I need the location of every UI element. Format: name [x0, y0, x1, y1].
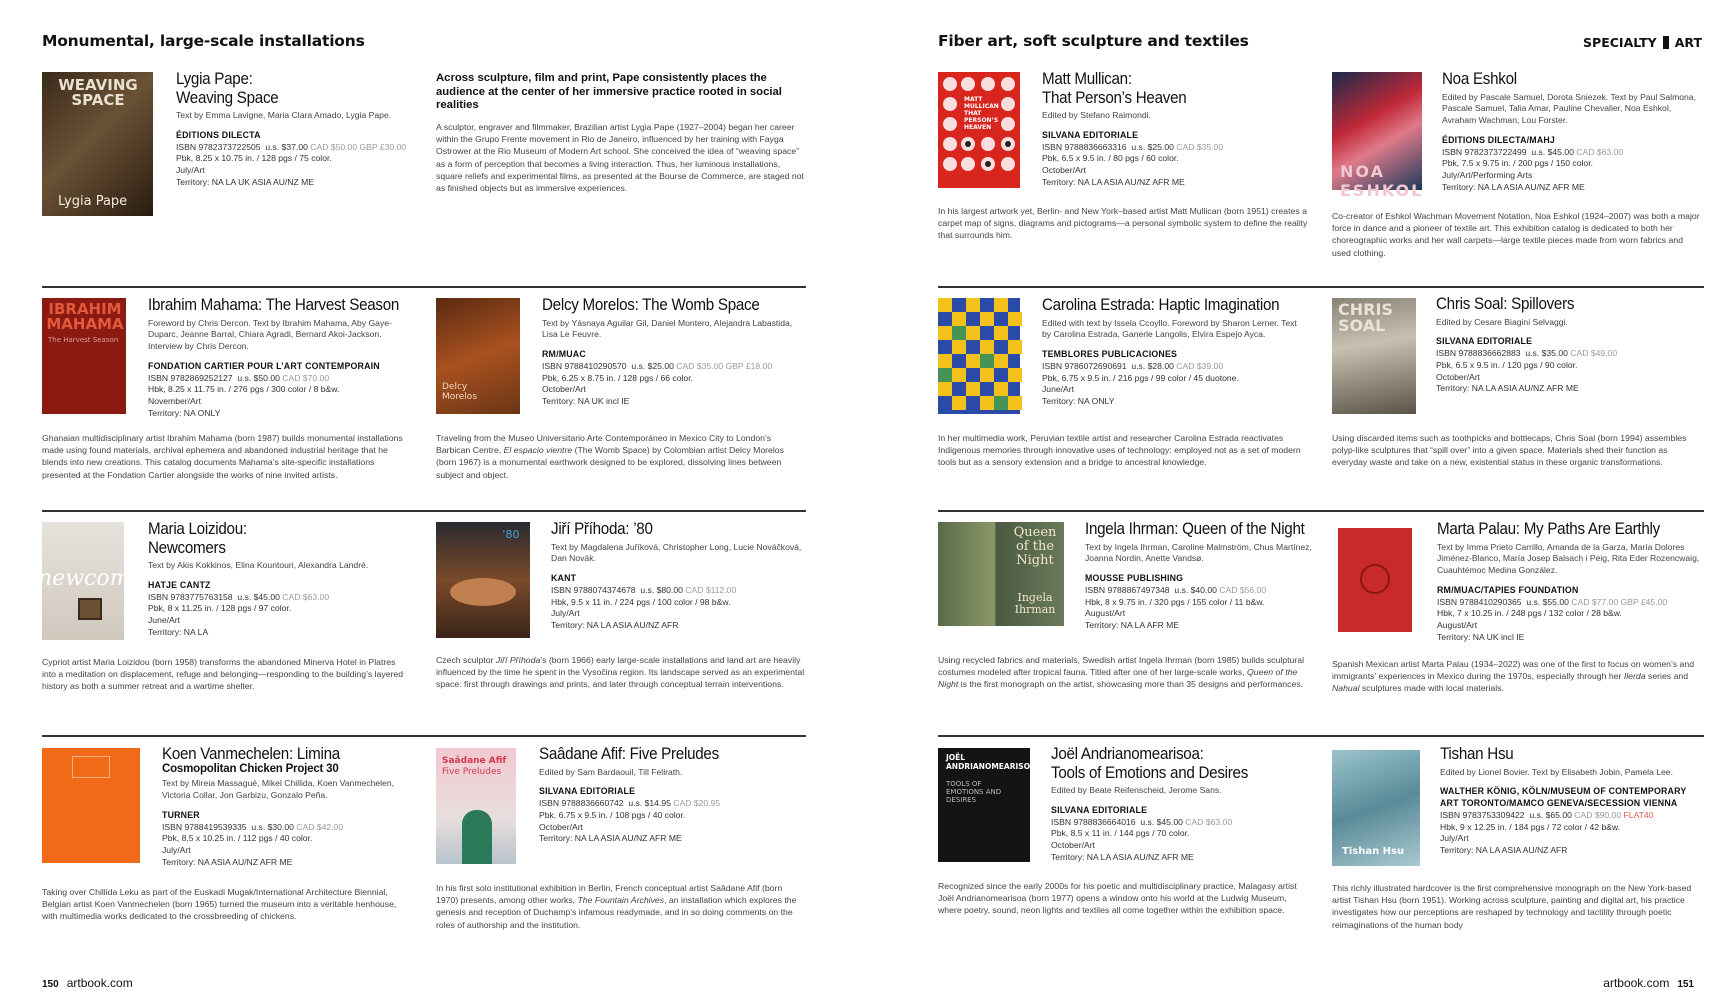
publisher: SILVANA EDITORIALE [539, 786, 636, 797]
contributors: Text by Emma Lavigne, Maria Clara Amado, Lygia Pape. [176, 110, 392, 120]
cover-title: WEAVING SPACE [58, 76, 138, 109]
book-cover-hsu[interactable] [1332, 750, 1420, 866]
book-title: Carolina Estrada: Haptic Imagination [1042, 296, 1280, 314]
book-description-mahama: Ghanaian multidisciplinary artist Ibrahim Mahama (born 1987) builds monumental installations made using found materials, archival ephemera and abandoned industrial heritage that he blends into new creations. This catalog documents Mahama’s site-specific installations presented at the Fondation Cartier alongside the works of nine invited artists. [42, 433, 403, 480]
divider [42, 510, 806, 512]
contributors: Edited by Stefano Raimondi. [1042, 110, 1151, 120]
book-description-ihrman: Using recycled fabrics and materials, Swedish artist Ingela Ihrman (born 1985) builds sculptural costumes modeled after tropical fauna. Titled after one of her large-scale works, Queen of the Night is the first monograph on the artist, showcasing more than 35 designs and performances. [938, 655, 1305, 690]
price: u.s. $50.00 [237, 372, 280, 383]
isbn: ISBN 9788867497348 [1085, 584, 1170, 595]
book-description-soal: Using discarded items such as toothpicks and bottlecaps, Chris Soal (born 1994) assembles polyp-like sculptures that “spill over” into a given space. Materials shed their function as everyday waste and take on a new, existential status in these organic transformations. [1332, 433, 1687, 468]
cover-title: Queen of the Night [1013, 525, 1057, 568]
price-other: CAD $63.00 [1185, 816, 1233, 827]
book-cover-andrianomearisoa[interactable] [938, 748, 1036, 862]
contributors: Edited by Cesare Biagini Selvaggi. [1436, 316, 1568, 327]
cover-window-image [78, 598, 102, 620]
book-info-soal [1436, 295, 1696, 395]
book-description-andrianomearisoa: Recognized since the early 2000s for his poetic and multidisciplinary practice, Malagasy artist Joël Andrianomearisoa (born 1977) opens a window onto his world at the Ludwig Museum, where poetry, sound, neon lights and textiles all come together within the exhibition space. [938, 881, 1297, 916]
release-date: October/Art [1042, 165, 1086, 176]
site-link[interactable]: artbook.com [1603, 976, 1670, 990]
release-date: June/Art [148, 615, 181, 626]
territory: Territory: NA LA ASIA AU/NZ AFR [1440, 845, 1568, 856]
book-info-estrada [1042, 296, 1302, 408]
book-title: Delcy Morelos: The Womb Space [542, 296, 760, 314]
isbn: ISBN 9788410290365 [1437, 596, 1522, 607]
specs: Hbk, 8 x 9.75 in. / 320 pgs / 155 color / 11 b&w. [1085, 596, 1265, 607]
price: u.s. $37.00 [265, 141, 308, 152]
book-cover-estrada[interactable] [938, 298, 1020, 414]
category-tag [1583, 35, 1702, 50]
book-cover-morelos[interactable] [436, 298, 520, 414]
divider [42, 735, 806, 737]
divider [938, 735, 1704, 737]
specs: Hbk, 7 x 10.25 in. / 248 pgs / 132 color / 28 b&w. [1437, 608, 1622, 619]
specs: Pbk, 6.25 x 8.75 in. / 128 pgs / 66 color. [542, 372, 693, 383]
cover-subtitle: Five Preludes [442, 767, 502, 777]
release-date: October/Art [1051, 840, 1095, 851]
specs: Pbk, 8.5 x 11 in. / 144 pgs / 70 color. [1051, 828, 1190, 839]
release-date: July/Art [1440, 833, 1469, 844]
price: u.s. $55.00 [1526, 596, 1569, 607]
publisher: SILVANA EDITORIALE [1042, 129, 1139, 140]
publisher: ÉDITIONS DILECTA/MAHJ [1442, 134, 1556, 145]
book-cover-afif[interactable] [436, 748, 516, 864]
flat-discount-badge: FLAT40 [1623, 809, 1654, 820]
subcategory-label: ART [1674, 35, 1702, 50]
territory: Territory: NA ONLY [148, 408, 221, 419]
book-title-line2: That Person’s Heaven [1042, 88, 1187, 107]
book-title: Tishan Hsu [1440, 745, 1514, 763]
territory: Territory: NA UK incl IE [1437, 632, 1525, 643]
isbn: ISBN 9786072690691 [1042, 360, 1127, 371]
release-date: July/Art [551, 608, 580, 619]
cover-author: Lygia Pape [58, 194, 128, 209]
price-other: CAD $112.00 [685, 584, 737, 595]
pull-quote: Across sculpture, film and print, Pape consistently places the audience at the center of her immersive practice rooted in social realities [436, 72, 782, 112]
contributors: Edited by Lionel Bovier. Text by Elisabeth Jobin, Pamela Lee. [1440, 766, 1673, 777]
section-title: Monumental, large-scale installations [42, 32, 365, 50]
book-title: Noa Eshkol [1442, 70, 1517, 88]
price-other: CAD $63.00 [1576, 146, 1624, 157]
cover-sculpture-image [450, 578, 516, 606]
cover-textile-pattern [938, 298, 1020, 414]
territory: Territory: NA LA AFR ME [1085, 620, 1180, 631]
isbn: ISBN 9788836662883 [1436, 348, 1521, 359]
cover-subtitle: TOOLS OF EMOTIONS AND DESIRES [946, 780, 1002, 804]
price: u.s. $45.00 [1140, 816, 1183, 827]
price-other: CAD $42.00 [296, 821, 344, 832]
book-info-ihrman [1085, 520, 1325, 632]
page-number: 150 [42, 979, 59, 990]
price: u.s. $45.00 [237, 591, 280, 602]
release-date: July/Art/Performing Arts [1442, 170, 1533, 181]
right-page [864, 0, 1728, 1008]
book-info-loizidou [148, 520, 410, 639]
isbn: ISBN 9782869252127 [148, 372, 233, 383]
price-other: CAD $35.00 GBP £18.00 [676, 360, 773, 371]
book-cover-mahama[interactable] [42, 298, 126, 414]
release-date: October/Art [539, 821, 583, 832]
divider [42, 286, 806, 288]
contributors: Text by Akis Kokkinos, Elina Kountouri, Alexandra Landré. [148, 560, 369, 570]
category-label: SPECIALTY [1583, 35, 1657, 50]
isbn: ISBN 9788836663316 [1042, 141, 1127, 152]
price-other: CAD $63.00 [282, 591, 330, 602]
publisher: TEMBLORES PUBLICACIONES [1042, 349, 1178, 360]
cover-title: Saâdane Afif [442, 756, 507, 766]
book-info-vanmechelen [162, 745, 412, 869]
contributors: Edited by Pascale Samuel, Dorota Sniezek. Text by Paul Salmona, Pascale Samuel, Talia Amar, Pauline Chevalier, Noa Eshkol, Avraham Wachman, Lou Forster. [1442, 91, 1696, 126]
release-date: July/Art [176, 165, 205, 176]
specs: Hbk, 9 x 12.25 in. / 184 pgs / 72 color / 42 b&w. [1440, 821, 1621, 832]
territory: Territory: NA LA ASIA AU/NZ AFR [551, 620, 679, 631]
section-title: Fiber art, soft sculpture and textiles [938, 32, 1249, 50]
contributors: Edited by Sam Bardaouil, Till Fellrath. [539, 766, 683, 777]
specs: Pbk, 8.5 x 10.25 in. / 112 pgs / 40 color. [162, 833, 313, 844]
publisher: ÉDITIONS DILECTA [176, 129, 261, 140]
specs: Hbk, 9.5 x 11 in. / 224 pgs / 100 color / 98 b&w. [551, 596, 731, 607]
specs: Pbk, 8.25 x 10.75 in. / 128 pgs / 75 color. [176, 153, 332, 164]
cover-title: IBRAHIM MAHAMA [46, 300, 124, 333]
contributors: Foreword by Chris Dercon. Text by Ibrahim Mahama, Aby Gaye-Duparc, Jeanne Barral, Chiara Agradi, Bernard Akoi-Jackson. Interview by Chris Dercon. [148, 317, 392, 352]
contributors: Text by Imma Prieto Carrillo, Amanda de la Garza, María Dolores Jiménez-Blanco, María Josep Balsach i Peig, Rita Eder Rozencwaig, Cuauhtémoc Medina González. [1437, 541, 1700, 576]
divider [938, 510, 1704, 512]
book-title: Lygia Pape: [176, 70, 253, 88]
specs: Pbk, 6.75 x 9.5 in. / 108 pgs / 40 color. [539, 809, 686, 820]
territory: Territory: NA LA ASIA AU/NZ AFR ME [539, 833, 682, 844]
book-info-andrianomearisoa [1051, 745, 1306, 864]
publisher: HATJE CANTZ [148, 579, 211, 590]
price-other: CAD $20.95 [673, 798, 721, 809]
page-number: 151 [1677, 979, 1694, 990]
book-title: Jiří Příhoda: ’80 [551, 520, 653, 538]
release-date: November/Art [148, 396, 202, 407]
territory: Territory: NA LA ASIA AU/NZ AFR ME [1436, 383, 1579, 394]
isbn: ISBN 9782373722499 [1442, 146, 1527, 157]
contributors: Text by Mireia Massagué, Mikel Chillida, Koen Vanmechelen, Victoria Collar, Jon Garbizu, Gonzalo Peña. [162, 778, 394, 801]
book-description-hsu: This richly illustrated hardcover is the first comprehensive monograph on the New York-based artist Tishan Hsu (born 1951). Working across sculpture, painting and digital art, his practice investigates how our perceptions are reshaped by technology and tactility through poetic reimaginations of the human body [1332, 883, 1692, 930]
isbn: ISBN 9788419539335 [162, 821, 247, 832]
territory: Territory: NA ASIA AU/NZ AFR ME [162, 857, 293, 868]
price: u.s. $35.00 [1525, 348, 1568, 359]
book-description-prihoda: Czech sculptor Jiří Příhoda’s (born 1966) early large-scale installations and land art are heavily influenced by the time he spent in the Vysočina region. Its landscape served as an experimental space: first through drawings and prints, and later through conceptual terrain interventions. [436, 655, 805, 690]
cover-title: Tishan Hsu [1342, 846, 1405, 857]
publisher: TURNER [162, 809, 200, 820]
book-description-palau: Spanish Mexican artist Marta Palau (1934–2022) was one of the first to focus on women’s and immigrants’ experiences in Mexico during the 1970s, especially through her Ilerda series and Nahual sculptures made with local materials. [1332, 659, 1695, 694]
specs: Pbk, 6.5 x 9.5 in. / 120 pgs / 90 color. [1436, 359, 1578, 370]
isbn: ISBN 9788836664016 [1051, 816, 1136, 827]
book-info-pape [176, 70, 406, 189]
cover-title: NOA ESHKOL [1340, 162, 1424, 200]
book-title: Ingela Ihrman: Queen of the Night [1085, 520, 1305, 538]
cover-title: ’80 [502, 528, 520, 541]
publisher: FONDATION CARTIER POUR L’ART CONTEMPORAIN [148, 360, 380, 371]
price-other: CAD $77.00 GBP £45.00 [1571, 596, 1668, 607]
book-description-vanmechelen: Taking over Chillida Leku as part of the Euskadi Mugak/International Architecture Biennial, Belgian artist Koen Vanmechelen (born 1965) turned the museum into a veritable henhouse, with multimedia works dedicated to the crossbreeding of chickens. [42, 887, 397, 922]
book-cover-vanmechelen[interactable] [42, 748, 140, 863]
isbn: ISBN 9788074374678 [551, 584, 636, 595]
book-description-estrada: In her multimedia work, Peruvian textile artist and researcher Carolina Estrada reactivates Indigenous memories through innovative uses of technology: employed not as a set of modern tools but as a sensory extension and a bridge to ancestral knowledge. [938, 433, 1301, 468]
book-cover-eshkol[interactable] [1332, 72, 1424, 200]
territory: Territory: NA LA [148, 626, 209, 637]
book-subtitle: Cosmopolitan Chicken Project 30 [162, 762, 339, 775]
book-description-mullican: In his largest artwork yet, Berlin- and New York–based artist Matt Mullican (born 1951) creates a carpet map of signs, diagrams and pictograms—a personal symbolic system to define the reality that surrounds him. [938, 206, 1308, 241]
release-date: October/Art [1436, 371, 1480, 382]
price: u.s. $28.00 [1131, 360, 1174, 371]
cover-title: MATT MULLICAN THAT PERSON’S HEAVEN [964, 96, 999, 131]
book-title-line2: Newcomers [148, 538, 226, 557]
territory: Territory: NA LA ASIA AU/NZ AFR ME [1442, 182, 1585, 193]
price-other: CAD $50.00 GBP £30.00 [310, 141, 407, 152]
price-other: CAD $70.00 [282, 372, 330, 383]
book-cover-soal[interactable] [1332, 298, 1416, 414]
cover-subtitle: The Harvest Season [48, 336, 119, 344]
contributors: Text by Magdalena Juříková, Christopher Long, Lucie Nováčková, Dan Novák. [551, 541, 802, 564]
price-other: CAD $39.00 [1176, 360, 1224, 371]
isbn: ISBN 9782373722505 [176, 141, 261, 152]
release-date: August/Art [1437, 620, 1478, 631]
book-title: Matt Mullican: [1042, 70, 1132, 88]
price: u.s. $14.95 [628, 798, 671, 809]
territory: Territory: NA LA UK ASIA AU/NZ ME [176, 176, 315, 187]
isbn: ISBN 9788410290570 [542, 360, 627, 371]
specs: Pbk, 7.5 x 9.75 in. / 200 pgs / 150 color. [1442, 158, 1593, 169]
divider [938, 286, 1704, 288]
book-title-line2: Weaving Space [176, 88, 279, 107]
publisher: SILVANA EDITORIALE [1051, 804, 1148, 815]
isbn: ISBN 9783753309422 [1440, 809, 1525, 820]
contributors: Text by Yásnaya Aguilar Gil, Daniel Montero, Alejandra Labastida, Lisa Le Feuvre. [542, 317, 793, 340]
specs: Pbk, 8 x 11.25 in. / 128 pgs / 97 color. [148, 603, 292, 614]
cover-title: Delcy Morelos [442, 382, 478, 402]
price: u.s. $25.00 [631, 360, 674, 371]
book-title: Ibrahim Mahama: The Harvest Season [148, 296, 400, 314]
contributors: Text by Ingela Ihrman, Caroline Malmström, Chus Martínez, Joanna Nordin, Anette Vandsø. [1085, 541, 1312, 564]
book-cover-pape[interactable] [42, 72, 153, 216]
book-cover-ihrman[interactable] [938, 522, 1064, 626]
isbn: ISBN 9783775763158 [148, 591, 233, 602]
price: u.s. $40.00 [1174, 584, 1217, 595]
book-info-morelos [542, 296, 806, 408]
book-description-morelos: Traveling from the Museo Universitario Arte Contemporáneo in Mexico City to London’s Barbican Centre, El espacio vientre (The Womb Space) by Colombian artist Delcy Morelos (born 1967) is a monumental earthwork designed to be explored, dissolving lines between subject and object. [436, 433, 784, 480]
territory: Territory: NA LA ASIA AU/NZ AFR ME [1051, 851, 1194, 862]
cover-title: JOËL ANDRIANOMEARISOA [946, 753, 1036, 771]
specs: Pbk, 6.5 x 9.5 in. / 80 pgs / 60 color. [1042, 153, 1179, 164]
price-other: CAD $56.00 [1219, 584, 1267, 595]
publisher: KANT [551, 573, 577, 584]
specs: Pbk, 6.75 x 9.5 in. / 216 pgs / 99 color / 45 duotone. [1042, 372, 1239, 383]
publisher: RM/MUAC/TAPIES FOUNDATION [1437, 584, 1579, 595]
book-title: Koen Vanmechelen: Limina [162, 745, 340, 763]
book-info-eshkol [1442, 70, 1704, 194]
contributors: Edited by Beate Reifenscheid, Jerome Sans. [1051, 785, 1222, 795]
book-title: Maria Loizidou: [148, 520, 247, 538]
territory: Territory: NA LA ASIA AU/NZ AFR ME [1042, 176, 1185, 187]
price-other: CAD $49.00 [1570, 348, 1618, 359]
publisher: MOUSSE PUBLISHING [1085, 573, 1184, 584]
book-cover-palau[interactable] [1338, 528, 1412, 632]
book-info-palau [1437, 520, 1704, 644]
book-info-mullican [1042, 70, 1272, 189]
book-description-pape: A sculptor, engraver and filmmaker, Brazilian artist Lygia Pape (1927–2004) began her career within the Grupo Frente movement in Rio de Janeiro, influenced by her training with Fayga Ostrower at the Rio Museum of Modern Art school. She conceived the idea of “weaving space” as a form of perception that becomes a living interaction. Thus, her luminous installations, square reliefs and experimental films, as presented at the Bourse de Commerce, are staged not as finished objects but as immersive experiences. [436, 122, 804, 194]
page-footer [1603, 976, 1702, 990]
site-link[interactable]: artbook.com [66, 976, 133, 990]
price: u.s. $65.00 [1529, 809, 1572, 820]
book-cover-prihoda[interactable] [436, 522, 530, 638]
book-cover-mullican[interactable] [938, 72, 1020, 188]
book-title-line2: Tools of Emotions and Desires [1051, 763, 1249, 782]
cover-figure-image [462, 810, 492, 864]
isbn: ISBN 9788836660742 [539, 798, 624, 809]
release-date: June/Art [1042, 384, 1075, 395]
cover-emblem [1360, 564, 1390, 594]
book-title: Joël Andrianomearisoa: [1051, 745, 1204, 763]
release-date: August/Art [1085, 608, 1126, 619]
publisher: WALTHER KÖNIG, KÖLN/MUSEUM OF CONTEMPORARY ART TORONTO/MAMCO GENEVA/SECESSION VIENNA [1440, 786, 1687, 809]
book-info-mahama [148, 296, 410, 420]
territory: Territory: NA ONLY [1042, 396, 1115, 407]
price: u.s. $45.00 [1531, 146, 1574, 157]
book-description-eshkol: Co-creator of Eshkol Wachman Movement Notation, Noa Eshkol (1924–2007) was both a major force in dance and a pioneer of textile art. This exhibition catalog is dedicated to both her choreographic works and her wall carpets—large textile pieces made from worn fabrics and used clothing. [1332, 211, 1700, 258]
price: u.s. $30.00 [251, 821, 294, 832]
price: u.s. $25.00 [1131, 141, 1174, 152]
book-title: Chris Soal: Spillovers [1436, 295, 1575, 313]
price: u.s. $80.00 [640, 584, 683, 595]
book-title: Marta Palau: My Paths Are Earthly [1437, 520, 1660, 538]
cover-label-box [72, 756, 110, 778]
specs: Hbk, 8.25 x 11.75 in. / 276 pgs / 300 color / 8 b&w. [148, 384, 340, 395]
separator-bar [1663, 36, 1669, 49]
cover-title: newcomers [38, 566, 166, 591]
book-info-hsu [1440, 745, 1704, 857]
publisher: SILVANA EDITORIALE [1436, 336, 1533, 347]
release-date: October/Art [542, 384, 586, 395]
book-info-prihoda [551, 520, 806, 632]
page-footer [34, 976, 133, 990]
price-other: CAD $90.00 [1574, 809, 1622, 820]
book-info-afif [539, 745, 806, 845]
cover-title: CHRIS SOAL [1338, 300, 1393, 335]
contributors: Edited with text by Issela Ccoyllo. Foreword by Sharon Lerner. Text by Carolina Estrada, Ganerle Langolis, Elvira Espejo Ayca. [1042, 317, 1297, 340]
price-other: CAD $35.00 [1176, 141, 1224, 152]
publisher: RM/MUAC [542, 349, 586, 360]
release-date: July/Art [162, 845, 191, 856]
book-description-loizidou: Cypriot artist Maria Loizidou (born 1958) transforms the abandoned Minerva Hotel in Platres into a meditation on displacement, refuge and belonging—responding to the building’s layered history as both a summer retreat and a wartime shelter. [42, 657, 404, 692]
territory: Territory: NA UK incl IE [542, 396, 630, 407]
cover-author: Ingela Ihrman [1014, 591, 1056, 616]
book-title: Saâdane Afif: Five Preludes [539, 745, 719, 763]
book-description-afif: In his first solo institutional exhibition in Berlin, French conceptual artist Saâdane Afif (born 1970) presents, among other works, The Fountain Archives, an installation which explores the genesis and reception of Duchamp’s infamous readymade, and in so doing comments on the roles of authorship and the institution. [436, 883, 797, 930]
